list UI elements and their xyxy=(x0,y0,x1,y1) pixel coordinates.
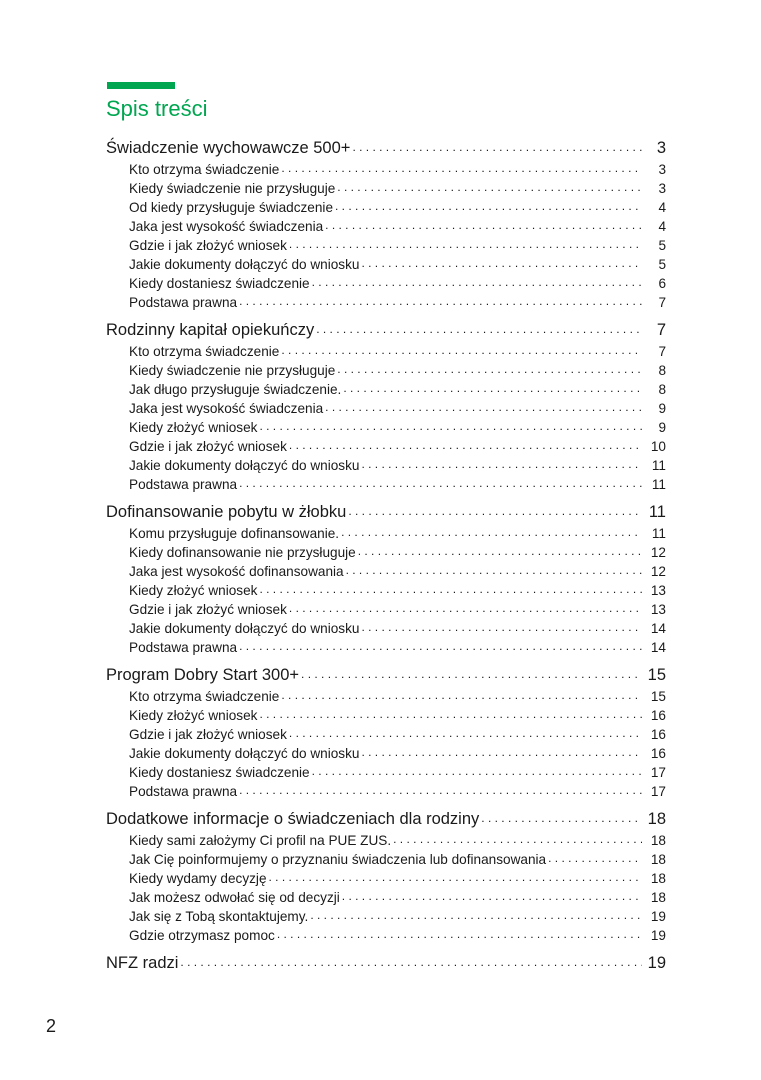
dot-leader xyxy=(289,724,642,743)
toc-entry-label: Jak Cię poinformujemy o przyznaniu świadczenia lub dofinansowania xyxy=(129,852,547,867)
toc-section-heading[interactable] xyxy=(106,807,666,831)
toc-entry-page: 18 xyxy=(650,852,666,867)
toc-entry-page: 3 xyxy=(658,181,666,196)
dot-leader xyxy=(259,417,642,436)
dot-leader xyxy=(259,705,642,724)
toc-entry-page: 18 xyxy=(650,833,666,848)
toc-section xyxy=(106,500,666,657)
toc-entry[interactable] xyxy=(106,850,666,869)
toc-entry[interactable] xyxy=(106,255,666,274)
toc-entry-label: Kiedy świadczenie nie przysługuje xyxy=(129,363,336,378)
toc-entry-page: 16 xyxy=(650,708,666,723)
toc-entry-page: 10 xyxy=(650,439,666,454)
toc-entry-label: Od kiedy przysługuje świadczenie xyxy=(129,200,334,215)
toc-entry[interactable] xyxy=(106,782,666,801)
toc-entry[interactable] xyxy=(106,342,666,361)
toc-entry-page: 17 xyxy=(650,765,666,780)
toc-entry-label: Kto otrzyma świadczenie xyxy=(129,162,280,177)
toc-section-heading[interactable] xyxy=(106,318,666,342)
toc-entry-label: Podstawa prawna xyxy=(129,784,238,799)
toc-section xyxy=(106,318,666,494)
page-number: 2 xyxy=(46,1016,57,1036)
toc-entry-page: 16 xyxy=(650,727,666,742)
dot-leader xyxy=(312,762,642,781)
toc-entry[interactable] xyxy=(106,687,666,706)
toc-entry-label: Świadczenie wychowawcze 500+ xyxy=(106,139,351,157)
dot-leader xyxy=(239,637,642,656)
toc-entry-label: Gdzie i jak złożyć wniosek xyxy=(129,439,287,454)
toc-entry-page: 5 xyxy=(658,257,666,272)
toc-entry[interactable] xyxy=(106,744,666,763)
toc-entry-label: Gdzie i jak złożyć wniosek xyxy=(129,238,287,253)
toc-entry[interactable] xyxy=(106,380,666,399)
dot-leader xyxy=(325,216,642,235)
toc-entry[interactable] xyxy=(106,600,666,619)
toc-entry-label: Gdzie i jak złożyć wniosek xyxy=(129,727,287,742)
toc-entry[interactable] xyxy=(106,160,666,179)
toc-section xyxy=(106,951,666,975)
toc-entry-page: 17 xyxy=(650,784,666,799)
toc-entry[interactable] xyxy=(106,926,666,945)
toc-entry-page: 11 xyxy=(651,526,666,541)
toc-entry-label: Kiedy złożyć wniosek xyxy=(129,420,258,435)
accent-bar xyxy=(107,82,175,89)
toc-entry-page: 12 xyxy=(650,564,666,579)
toc-entry-page: 4 xyxy=(658,219,666,234)
toc-entry-label: Jak się z Tobą skontaktujemy. xyxy=(129,909,309,924)
toc-entry-label: Komu przysługuje dofinansowanie. xyxy=(129,526,340,541)
dot-leader xyxy=(361,254,642,273)
toc-entry-label: Jakie dokumenty dołączyć do wniosku xyxy=(129,458,360,473)
toc-entry-page: 19 xyxy=(647,954,666,972)
toc-entry[interactable] xyxy=(106,524,666,543)
toc-section xyxy=(106,663,666,801)
toc-entry[interactable] xyxy=(106,418,666,437)
dot-leader xyxy=(342,887,642,906)
table-of-contents xyxy=(106,136,666,981)
dot-leader xyxy=(239,781,642,800)
toc-entry-label: Jakie dokumenty dołączyć do wniosku xyxy=(129,621,360,636)
toc-entry[interactable] xyxy=(106,274,666,293)
toc-entry-label: Dodatkowe informacje o świadczeniach dla rodziny xyxy=(106,810,480,828)
toc-entry[interactable] xyxy=(106,456,666,475)
toc-entry-page: 18 xyxy=(650,871,666,886)
toc-entry-page: 19 xyxy=(650,909,666,924)
toc-entry[interactable] xyxy=(106,907,666,926)
toc-entry-label: Kiedy złożyć wniosek xyxy=(129,583,258,598)
dot-leader xyxy=(180,950,641,974)
toc-entry-label: NFZ radzi xyxy=(106,954,179,972)
dot-leader xyxy=(301,662,642,686)
toc-entry-label: Podstawa prawna xyxy=(129,640,238,655)
toc-entry-label: Jaka jest wysokość świadczenia xyxy=(129,219,324,234)
dot-leader xyxy=(239,292,642,311)
toc-section-heading[interactable] xyxy=(106,663,666,687)
dot-leader xyxy=(481,806,641,830)
toc-entry-label: Kiedy wydamy decyzję xyxy=(129,871,267,886)
toc-entry-label: Jaka jest wysokość dofinansowania xyxy=(129,564,344,579)
toc-entry-page: 12 xyxy=(650,545,666,560)
toc-entry[interactable] xyxy=(106,706,666,725)
toc-entry-label: Jak możesz odwołać się od decyzji xyxy=(129,890,340,905)
toc-entry-page: 7 xyxy=(656,321,666,339)
toc-entry-label: Program Dobry Start 300+ xyxy=(106,666,300,684)
toc-entry-label: Gdzie otrzymasz pomoc xyxy=(129,928,275,943)
toc-entry[interactable] xyxy=(106,763,666,782)
toc-entry-page: 4 xyxy=(658,200,666,215)
toc-entry-page: 8 xyxy=(658,363,666,378)
toc-section-heading[interactable] xyxy=(106,136,666,160)
toc-entry-label: Jakie dokumenty dołączyć do wniosku xyxy=(129,257,360,272)
toc-entry[interactable] xyxy=(106,361,666,380)
toc-entry-page: 19 xyxy=(650,928,666,943)
toc-entry-label: Podstawa prawna xyxy=(129,295,238,310)
toc-entry[interactable] xyxy=(106,831,666,850)
toc-entry[interactable] xyxy=(106,638,666,657)
dot-leader xyxy=(269,868,642,887)
toc-entry-page: 7 xyxy=(658,344,666,359)
toc-entry-label: Dofinansowanie pobytu w żłobku xyxy=(106,503,347,521)
toc-entry-label: Podstawa prawna xyxy=(129,477,238,492)
toc-entry-page: 11 xyxy=(651,458,666,473)
dot-leader xyxy=(352,135,642,159)
dot-leader xyxy=(310,906,642,925)
toc-entry[interactable] xyxy=(106,475,666,494)
toc-entry[interactable] xyxy=(106,437,666,456)
toc-entry-page: 14 xyxy=(650,640,666,655)
toc-section xyxy=(106,136,666,312)
dot-leader xyxy=(393,830,642,849)
toc-entry-label: Kiedy świadczenie nie przysługuje xyxy=(129,181,336,196)
dot-leader xyxy=(281,159,642,178)
dot-leader xyxy=(548,849,642,868)
toc-entry-page: 14 xyxy=(650,621,666,636)
dot-leader xyxy=(346,561,642,580)
toc-entry-page: 13 xyxy=(650,583,666,598)
dot-leader xyxy=(343,379,642,398)
toc-entry-page: 9 xyxy=(658,420,666,435)
toc-entry-page: 7 xyxy=(658,295,666,310)
toc-entry[interactable] xyxy=(106,236,666,255)
dot-leader xyxy=(312,273,642,292)
toc-section-heading[interactable] xyxy=(106,500,666,524)
toc-section xyxy=(106,807,666,945)
toc-entry-page: 11 xyxy=(651,477,666,492)
toc-entry-label: Kiedy dostaniesz świadczenie xyxy=(129,765,310,780)
dot-leader xyxy=(341,523,642,542)
dot-leader xyxy=(361,743,642,762)
toc-entry[interactable] xyxy=(106,543,666,562)
dot-leader xyxy=(281,341,642,360)
toc-entry-page: 15 xyxy=(647,666,666,684)
toc-entry-page: 9 xyxy=(658,401,666,416)
toc-entry[interactable] xyxy=(106,217,666,236)
toc-entry[interactable] xyxy=(106,293,666,312)
dot-leader xyxy=(358,542,642,561)
dot-leader xyxy=(335,197,642,216)
toc-entry-page: 18 xyxy=(650,890,666,905)
toc-entry[interactable] xyxy=(106,619,666,638)
dot-leader xyxy=(259,580,642,599)
toc-entry[interactable] xyxy=(106,869,666,888)
dot-leader xyxy=(239,474,642,493)
toc-entry[interactable] xyxy=(106,725,666,744)
toc-entry-page: 3 xyxy=(658,162,666,177)
toc-entry-page: 8 xyxy=(658,382,666,397)
dot-leader xyxy=(325,398,642,417)
toc-entry-label: Kiedy złożyć wniosek xyxy=(129,708,258,723)
dot-leader xyxy=(337,178,642,197)
page-title: Spis treści xyxy=(106,96,208,121)
toc-entry-label: Kiedy dofinansowanie nie przysługuje xyxy=(129,545,356,560)
toc-entry-page: 11 xyxy=(648,503,666,521)
toc-entry-page: 18 xyxy=(647,810,666,828)
toc-entry-page: 16 xyxy=(650,746,666,761)
toc-entry[interactable] xyxy=(106,179,666,198)
dot-leader xyxy=(277,925,642,944)
toc-entry-page: 6 xyxy=(658,276,666,291)
dot-leader xyxy=(316,317,642,341)
dot-leader xyxy=(361,618,642,637)
dot-leader xyxy=(337,360,642,379)
toc-section-heading[interactable] xyxy=(106,951,666,975)
toc-entry[interactable] xyxy=(106,581,666,600)
dot-leader xyxy=(348,499,642,523)
toc-entry-label: Gdzie i jak złożyć wniosek xyxy=(129,602,287,617)
toc-entry[interactable] xyxy=(106,888,666,907)
toc-entry-label: Jak długo przysługuje świadczenie. xyxy=(129,382,342,397)
dot-leader xyxy=(361,455,642,474)
toc-entry-label: Jakie dokumenty dołączyć do wniosku xyxy=(129,746,360,761)
toc-entry[interactable] xyxy=(106,562,666,581)
toc-entry-page: 15 xyxy=(650,689,666,704)
dot-leader xyxy=(289,599,642,618)
toc-entry-label: Kiedy sami założymy Ci profil na PUE ZUS. xyxy=(129,833,392,848)
dot-leader xyxy=(289,436,642,455)
toc-entry-label: Kiedy dostaniesz świadczenie xyxy=(129,276,310,291)
toc-entry-label: Kto otrzyma świadczenie xyxy=(129,689,280,704)
toc-entry-page: 5 xyxy=(658,238,666,253)
toc-entry-page: 3 xyxy=(656,139,666,157)
toc-entry[interactable] xyxy=(106,399,666,418)
toc-entry-page: 13 xyxy=(650,602,666,617)
dot-leader xyxy=(281,686,642,705)
toc-entry-label: Kto otrzyma świadczenie xyxy=(129,344,280,359)
toc-entry-label: Jaka jest wysokość świadczenia xyxy=(129,401,324,416)
toc-entry-label: Rodzinny kapitał opiekuńczy xyxy=(106,321,315,339)
toc-entry[interactable] xyxy=(106,198,666,217)
dot-leader xyxy=(289,235,642,254)
